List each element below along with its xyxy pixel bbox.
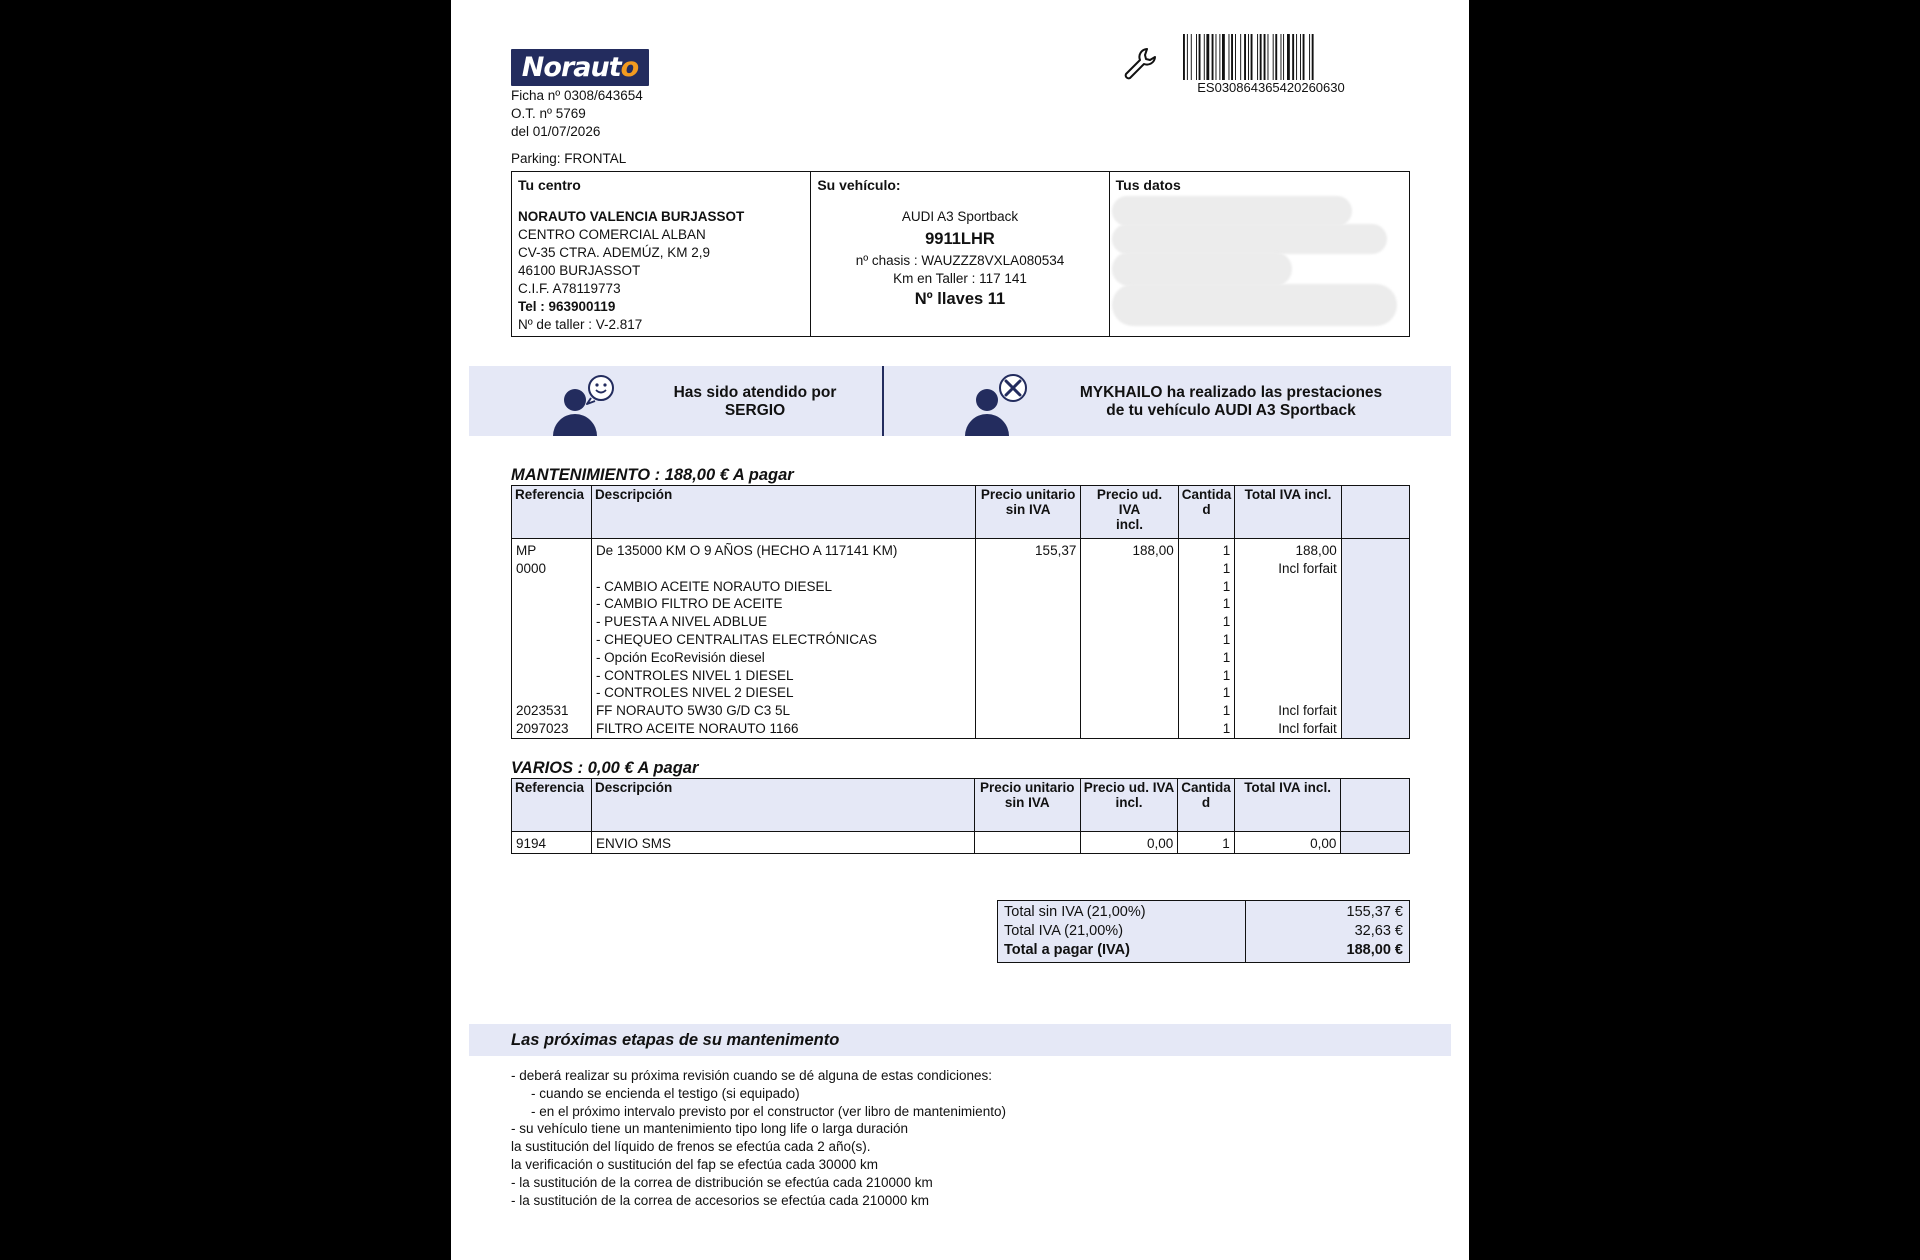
cell-precio-iva	[1081, 631, 1178, 649]
cell-precio-iva	[1081, 595, 1178, 613]
cell-referencia	[512, 613, 592, 631]
parking-info: Parking: FRONTAL	[511, 151, 627, 166]
total-pagar-label: Total a pagar (IVA)	[1004, 942, 1130, 958]
next-step-line: - deberá realizar su próxima revisión cuando se dé alguna de estas condiciones:	[511, 1068, 993, 1083]
next-step-line: - la sustitución de la correa de distribución se efectúa cada 210000 km	[511, 1174, 933, 1190]
cell-total	[1235, 649, 1341, 667]
table-row	[512, 595, 1410, 613]
invoice-page	[451, 0, 1469, 1260]
cell-total: 188,00	[1235, 539, 1341, 560]
cell-descripcion: De 135000 KM O 9 AÑOS (HECHO A 117141 KM)	[591, 539, 975, 560]
col-precio-unitario: Precio unitario sin IVA	[975, 486, 1080, 539]
cell-precio-iva	[1081, 702, 1178, 720]
attended-by-text: Has sido atendido por SERGIO	[673, 384, 837, 419]
banner-divider	[882, 366, 884, 436]
table-row	[512, 631, 1410, 649]
cell-precio-unitario	[975, 560, 1080, 578]
cell-total	[1235, 595, 1341, 613]
cell-extra	[1341, 560, 1409, 578]
table-row	[512, 560, 1410, 578]
col-precio-iva: Precio ud. IVA incl.	[1081, 486, 1178, 539]
redaction-blur	[1112, 224, 1387, 254]
vehiculo-heading: Su vehículo:	[817, 177, 901, 193]
next-steps-list	[511, 1067, 1006, 1209]
norauto-logo: Norauto	[511, 49, 649, 86]
total-sin-iva-value: 155,37 €	[1346, 904, 1403, 920]
cell-total	[1235, 631, 1341, 649]
barcode-image	[1181, 34, 1361, 82]
centro-tel: Tel : 963900119	[518, 299, 616, 314]
col-extra	[1341, 486, 1409, 539]
cell-extra	[1341, 702, 1409, 720]
col-descripcion: Descripción	[591, 779, 974, 832]
cell-referencia: 2023531	[512, 702, 592, 720]
datos-column	[1109, 172, 1409, 336]
cell-extra	[1341, 832, 1410, 854]
cell-extra	[1341, 649, 1409, 667]
cell-cantidad: 1	[1178, 667, 1235, 685]
cell-total	[1235, 613, 1341, 631]
vehicle-model: AUDI A3 Sportback	[901, 209, 1019, 224]
cell-precio-iva	[1081, 613, 1178, 631]
table-row	[512, 832, 1410, 854]
cell-precio-unitario	[974, 832, 1080, 854]
total-sin-iva-label: Total sin IVA (21,00%)	[1004, 904, 1146, 920]
cell-cantidad: 1	[1178, 578, 1235, 596]
col-total: Total IVA incl.	[1234, 779, 1341, 832]
performed-by-text: MYKHAILO ha realizado las prestaciones de tu vehículo AUDI A3 Sportback	[1079, 384, 1383, 419]
next-step-line: - en el próximo intervalo previsto por el constructor (ver libro de mantenimiento)	[531, 1103, 1006, 1119]
cell-precio-unitario	[975, 649, 1080, 667]
col-descripcion: Descripción	[591, 486, 975, 539]
cell-total: Incl forfait	[1235, 720, 1341, 738]
cell-precio-unitario	[975, 613, 1080, 631]
cell-extra	[1341, 631, 1409, 649]
cell-cantidad: 1	[1178, 649, 1235, 667]
table-row	[512, 578, 1410, 596]
centro-cif: C.I.F. A78119773	[518, 281, 621, 296]
cell-cantidad: 1	[1178, 684, 1235, 702]
cell-precio-unitario	[975, 684, 1080, 702]
table-row	[512, 539, 1410, 560]
cell-referencia	[512, 578, 592, 596]
cell-descripcion: FF NORAUTO 5W30 G/D C3 5L	[591, 702, 975, 720]
next-step-line: - su vehículo tiene un mantenimiento tipo long life o larga duración	[511, 1121, 908, 1137]
vehicle-chasis: nº chasis : WAUZZZ8VXLA080534	[855, 253, 1065, 268]
centro-name: NORAUTO VALENCIA BURJASSOT	[518, 209, 745, 224]
cell-extra	[1341, 720, 1409, 738]
table-row	[512, 720, 1410, 738]
cell-precio-iva	[1081, 720, 1178, 738]
mantenimiento-title: MANTENIMIENTO : 188,00 € A pagar	[511, 466, 794, 484]
cell-total	[1235, 684, 1341, 702]
cell-descripcion: - CAMBIO ACEITE NORAUTO DIESEL	[591, 578, 975, 596]
centro-heading: Tu centro	[518, 177, 581, 193]
cell-cantidad: 1	[1178, 631, 1235, 649]
cell-precio-unitario	[975, 667, 1080, 685]
centro-column	[512, 172, 810, 336]
mantenimiento-table	[511, 485, 1410, 739]
next-step-line: la verificación o sustitución del fap se efectúa cada 30000 km	[511, 1156, 878, 1172]
col-precio-unitario: Precio unitario sin IVA	[974, 779, 1080, 832]
cell-precio-unitario	[975, 595, 1080, 613]
cell-descripcion: - PUESTA A NIVEL ADBLUE	[591, 613, 975, 631]
cell-referencia: 2097023	[512, 720, 592, 738]
cell-extra	[1341, 578, 1409, 596]
varios-table	[511, 778, 1410, 854]
varios-title: VARIOS : 0,00 € A pagar	[511, 759, 699, 777]
cell-total	[1235, 667, 1341, 685]
ficha-number: Ficha nº 0308/643654	[511, 88, 643, 103]
cell-cantidad: 1	[1178, 560, 1235, 578]
centro-taller: Nº de taller : V-2.817	[518, 317, 643, 332]
info-box	[511, 171, 1410, 337]
cell-precio-unitario: 155,37	[975, 539, 1080, 560]
col-referencia: Referencia	[512, 486, 592, 539]
order-date: del 01/07/2026	[511, 124, 601, 139]
person-mechanic-icon	[965, 370, 1031, 436]
cell-descripcion: - CONTROLES NIVEL 2 DIESEL	[591, 684, 975, 702]
col-cantidad: Cantida d	[1178, 486, 1235, 539]
cell-descripcion: - CONTROLES NIVEL 1 DIESEL	[591, 667, 975, 685]
redaction-blur	[1112, 284, 1397, 326]
cell-precio-iva: 0,00	[1080, 832, 1178, 854]
centro-line2: CV-35 CTRA. ADEMÚZ, KM 2,9	[518, 245, 711, 260]
barcode-number: ES030864365420260630	[1197, 80, 1345, 95]
cell-descripcion: - Opción EcoRevisión diesel	[591, 649, 975, 667]
col-total: Total IVA incl.	[1235, 486, 1341, 539]
ot-number: O.T. nº 5769	[511, 106, 586, 121]
cell-precio-iva	[1081, 684, 1178, 702]
cell-cantidad: 1	[1178, 539, 1235, 560]
cell-precio-iva	[1081, 578, 1178, 596]
cell-extra	[1341, 539, 1409, 560]
person-happy-icon	[553, 370, 619, 436]
cell-referencia	[512, 631, 592, 649]
totals-box	[997, 900, 1410, 963]
cell-total: 0,00	[1234, 832, 1341, 854]
next-steps-title: Las próximas etapas de su mantenimento	[511, 1031, 840, 1049]
cell-precio-unitario	[975, 702, 1080, 720]
centro-line1: CENTRO COMERCIAL ALBAN	[518, 227, 706, 242]
cell-descripcion: FILTRO ACEITE NORAUTO 1166	[591, 720, 975, 738]
cell-precio-unitario	[975, 631, 1080, 649]
cell-referencia: MP	[512, 539, 592, 560]
redaction-blur	[1112, 196, 1352, 226]
table-row	[512, 702, 1410, 720]
next-step-line: la sustitución del líquido de frenos se efectúa cada 2 año(s).	[511, 1139, 871, 1155]
total-iva-label: Total IVA (21,00%)	[1004, 923, 1124, 939]
cell-referencia: 9194	[512, 832, 592, 854]
cell-descripcion: - CAMBIO FILTRO DE ACEITE	[591, 595, 975, 613]
cell-extra	[1341, 595, 1409, 613]
cell-precio-unitario	[975, 578, 1080, 596]
cell-extra	[1341, 613, 1409, 631]
cell-extra	[1341, 684, 1409, 702]
wrench-icon	[1119, 44, 1159, 84]
vehicle-km: Km en Taller : 117 141	[893, 271, 1027, 286]
table-row	[512, 684, 1410, 702]
cell-cantidad: 1	[1178, 720, 1235, 738]
vehiculo-column	[810, 172, 1108, 336]
cell-referencia	[512, 667, 592, 685]
cell-cantidad: 1	[1178, 832, 1235, 854]
cell-total: Incl forfait	[1235, 702, 1341, 720]
next-step-line: - la sustitución de la correa de accesorios se efectúa cada 210000 km	[511, 1192, 929, 1208]
cell-extra	[1341, 667, 1409, 685]
cell-descripcion: ENVIO SMS	[591, 832, 974, 854]
cell-descripcion	[591, 560, 975, 578]
order-info	[511, 87, 643, 141]
datos-heading: Tus datos	[1115, 177, 1181, 193]
cell-referencia	[512, 595, 592, 613]
cell-descripcion: - CHEQUEO CENTRALITAS ELECTRÓNICAS	[591, 631, 975, 649]
table-row	[512, 613, 1410, 631]
total-pagar-value: 188,00 €	[1346, 942, 1403, 958]
vehicle-keys: Nº llaves 11	[914, 290, 1006, 308]
cell-precio-unitario	[975, 720, 1080, 738]
cell-referencia	[512, 649, 592, 667]
attended-banner	[469, 366, 1451, 436]
total-iva-value: 32,63 €	[1354, 923, 1403, 939]
centro-line3: 46100 BURJASSOT	[518, 263, 641, 278]
cell-precio-iva: 188,00	[1081, 539, 1178, 560]
cell-referencia	[512, 684, 592, 702]
table-row	[512, 667, 1410, 685]
cell-total: Incl forfait	[1235, 560, 1341, 578]
cell-referencia: 0000	[512, 560, 592, 578]
cell-cantidad: 1	[1178, 702, 1235, 720]
cell-precio-iva	[1081, 667, 1178, 685]
col-extra	[1341, 779, 1410, 832]
col-referencia: Referencia	[512, 779, 592, 832]
redaction-blur	[1112, 252, 1292, 286]
cell-precio-iva	[1081, 649, 1178, 667]
col-cantidad: Cantida d	[1178, 779, 1235, 832]
cell-precio-iva	[1081, 560, 1178, 578]
col-precio-iva: Precio ud. IVA incl.	[1080, 779, 1178, 832]
cell-cantidad: 1	[1178, 595, 1235, 613]
vehicle-plate: 9911LHR	[925, 230, 995, 248]
table-row	[512, 649, 1410, 667]
next-step-line: - cuando se encienda el testigo (si equipado)	[531, 1085, 800, 1101]
cell-cantidad: 1	[1178, 613, 1235, 631]
cell-total	[1235, 578, 1341, 596]
